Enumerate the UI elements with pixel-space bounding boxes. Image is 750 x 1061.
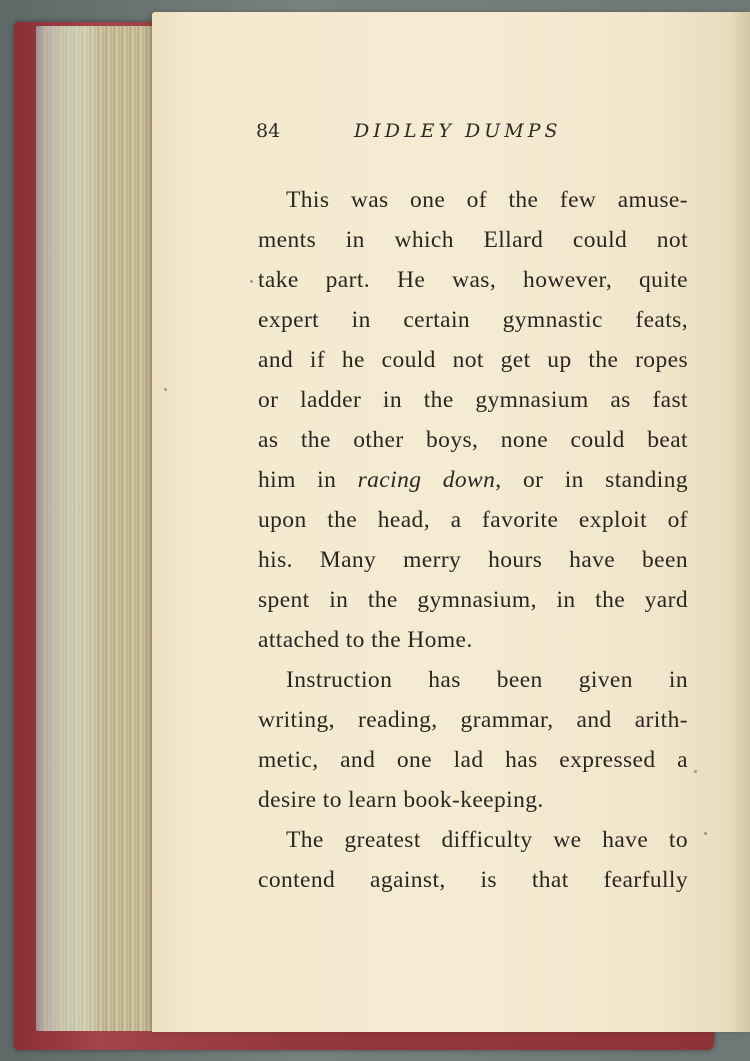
text-line — [258, 580, 688, 620]
text-segment: take part. He was, however, quite — [258, 267, 688, 293]
text-line — [258, 780, 688, 820]
text-line — [258, 620, 688, 660]
text-line — [258, 740, 688, 780]
text-line — [258, 180, 688, 220]
text-line — [258, 700, 688, 740]
text-line — [258, 420, 688, 460]
text-segment: upon the head, a favorite exploit of — [258, 507, 688, 533]
paper-speck — [694, 770, 697, 773]
text-segment: metic, and one lad has expressed a — [258, 747, 688, 773]
text-line — [258, 300, 688, 340]
text-segment: attached to the Home. — [258, 627, 473, 653]
text-segment: his. Many merry hours have been — [258, 547, 688, 573]
text-line — [258, 220, 688, 260]
text-segment: expert in certain gymnastic feats, — [258, 307, 688, 333]
running-title: DIDLEY DUMPS — [354, 120, 562, 142]
italic-text-segment: racing down — [357, 467, 496, 493]
text-segment: ments in which Ellard could not — [258, 227, 688, 253]
text-line — [258, 460, 688, 500]
text-segment: This was one of the few amuse- — [286, 187, 688, 213]
text-segment: and if he could not get up the ropes — [258, 347, 688, 373]
text-segment: as the other boys, none could beat — [258, 427, 688, 453]
text-line — [258, 500, 688, 540]
text-line — [258, 860, 688, 900]
paper-speck — [164, 388, 167, 391]
text-line — [258, 380, 688, 420]
text-line — [258, 340, 688, 380]
paper-speck — [704, 832, 707, 835]
text-line — [258, 660, 688, 700]
text-segment: spent in the gymnasium, in the yard — [258, 587, 688, 613]
text-segment: writing, reading, grammar, and arith- — [258, 707, 688, 733]
page-number: 84 — [256, 120, 281, 142]
paper-speck — [250, 280, 253, 283]
text-line — [258, 540, 688, 580]
text-segment: , or in standing — [495, 467, 688, 493]
text-segment: or ladder in the gymnasium as fast — [258, 387, 688, 413]
text-segment: contend against, is that fearfully — [258, 867, 688, 893]
body-text — [258, 180, 688, 900]
text-line — [258, 260, 688, 300]
text-line — [258, 820, 688, 860]
text-segment: Instruction has been given in — [286, 667, 688, 693]
text-segment: him in — [258, 467, 358, 493]
text-segment: desire to learn book-keeping. — [258, 787, 544, 813]
book-page — [152, 12, 750, 1032]
text-segment: The greatest difficulty we have to — [286, 827, 688, 853]
